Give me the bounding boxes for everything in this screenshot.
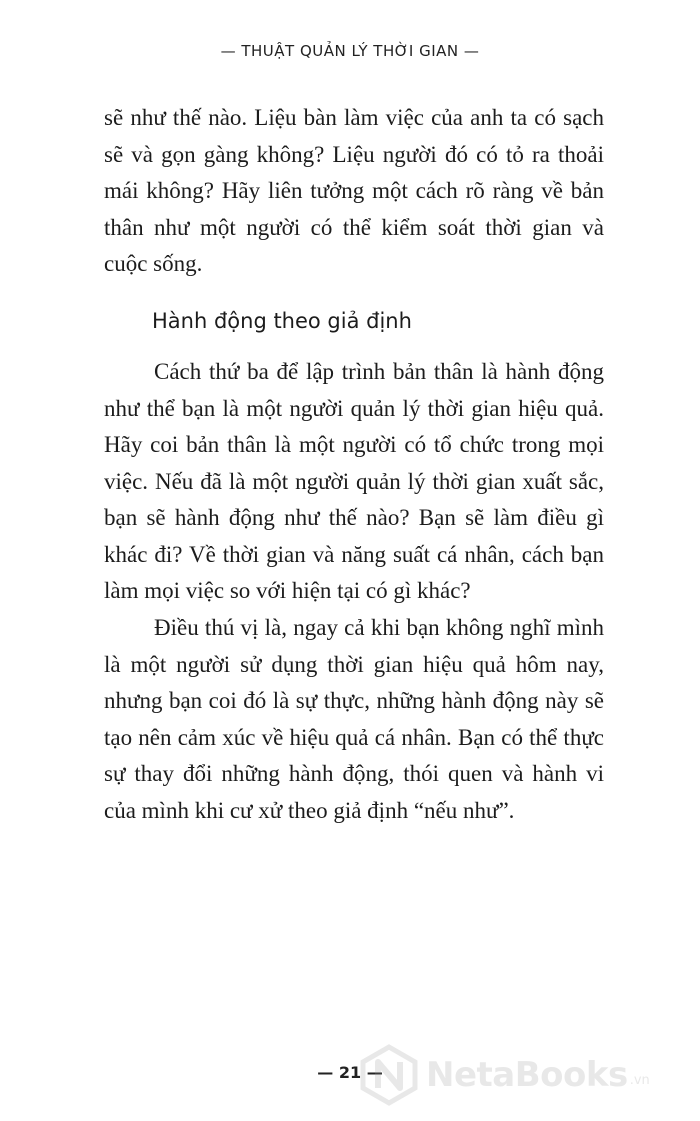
paragraph: Điều thú vị là, ngay cả khi bạn không nghĩ mình là một người sử dụng thời gian hiệu quả hôm nay, nhưng bạn coi đó là sự thực, những hành động này sẽ tạo nên cảm xúc về hiệu quả cá nhân. Bạn có thể thực sự thay đổi những hành động, thói quen và hành vi của mình khi cư xử theo giả định “nếu như”. xyxy=(104,615,604,823)
section-heading: Hành động theo giả định xyxy=(152,309,412,333)
netabooks-logo-icon xyxy=(358,1044,420,1106)
watermark xyxy=(358,1038,650,1112)
watermark-brand: NetaBooks xyxy=(426,1055,628,1095)
running-header: — THUẬT QUẢN LÝ THỜI GIAN — xyxy=(220,42,480,60)
paragraph-continued: sẽ như thế nào. Liệu bàn làm việc của anh ta có sạch sẽ và gọn gàng không? Liệu người đó có tỏ ra thoải mái không? Hãy liên tưởng một cách rõ ràng về bản thân như một người có thể kiểm soát thời gian và cuộc sống. xyxy=(104,105,604,276)
paragraph: Cách thứ ba để lập trình bản thân là hành động như thể bạn là một người quản lý thời gian hiệu quả. Hãy coi bản thân là một người có tổ chức trong mọi việc. Nếu đã là một người quản lý thời gian xuất sắc, bạn sẽ hành động như thế nào? Bạn sẽ làm điều gì khác đi? Về thời gian và năng suất cá nhân, cách bạn làm mọi việc so với hiện tại có gì khác? xyxy=(104,359,604,603)
page-number: — 21 — xyxy=(317,1063,383,1082)
watermark-suffix: .vn xyxy=(629,1073,650,1088)
